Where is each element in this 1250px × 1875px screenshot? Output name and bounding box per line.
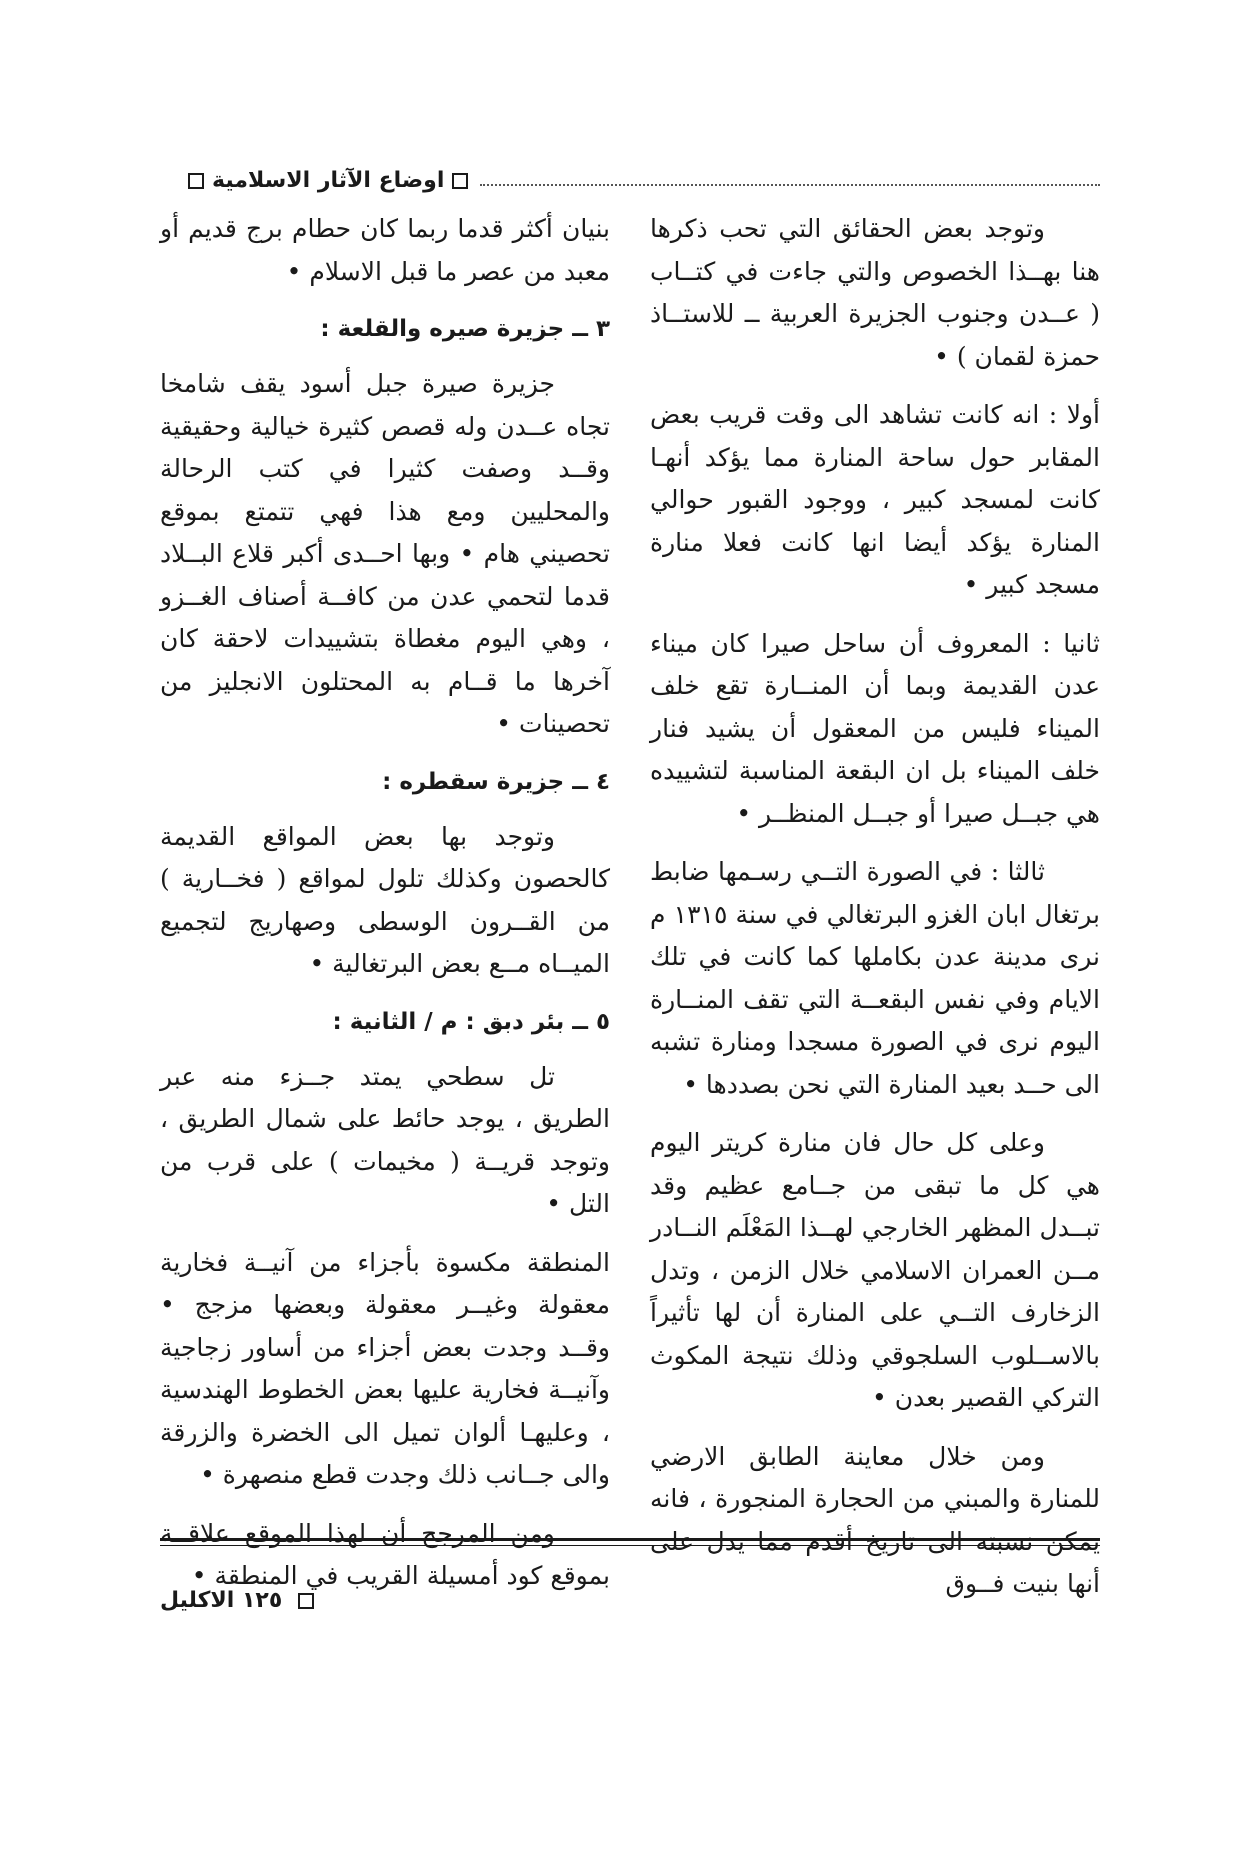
journal-name: الاكليل (160, 1588, 235, 1613)
right-column (650, 208, 1100, 1622)
paragraph-ground-floor: ومن خلال معاينة الطابق الارضي للمنارة والمبني من الحجارة المنجورة ، فانه يمكن نسبته الى تاريخ أقدم مما يدل على أنها بنيت فــوق (650, 1441, 1100, 1598)
paragraph-continuation: بنيان أكثر قدما ربما كان حطام برج قديم أو معبد من عصر ما قبل الاسلام • (160, 214, 610, 286)
paragraph-conclusion: ومن المرجح أن لهذا الموقع علاقــة بموقع كود أمسيلة القريب في المنطقة • (160, 1518, 610, 1590)
running-header (180, 168, 1100, 202)
section-heading-sira: ٣ ــ جزيرة صيره والقلعة : (320, 316, 610, 342)
page-number: ١٢٥ (242, 1588, 283, 1613)
footer-rule-thin (160, 1545, 1100, 1546)
header-dotted-leader (480, 184, 1100, 186)
left-column (160, 208, 610, 1614)
header-title-block (180, 168, 476, 193)
section-heading-bir-dabaq: ٥ ــ بئر دبق : م / الثانية : (332, 1008, 610, 1035)
footer-rule (160, 1538, 1100, 1541)
paragraph-minaret-summary: وعلى كل حال فان منارة كريتر اليوم هي كل ما تبقى من جــامع عظيم وقد تبــدل المظهر الخارجي لهــذا المَعْلَم النــادر مــن العمران الاسلامي خلال الزمن ، وتدل الزخارف التــي على المنارة أن لها تأثيراً بالاســلوب السلجوقي وذلك نتيجة المكوث التركي القصير بعدن • (650, 1128, 1100, 1412)
paragraph-bir-dabaq: تل سطحي يمتد جــزء منه عبر الطريق ، يوجد حائط على شمال الطريق ، وتوجد قريــة ( مخيمات ) على قرب من التل • (160, 1061, 610, 1218)
paragraph-first-point: أولا : انه كانت تشاهد الى وقت قريب بعض المقابر حول ساحة المنارة مما يؤكد أنهـا كانت لمسجد كبير ، ووجود القبور حوالي المنارة يؤكد أيضا انها كانت فعلا منارة مسجد كبير • (650, 400, 1100, 599)
paragraph-intro-facts: وتوجد بعض الحقائق التي تحب ذكرها هنا بهــذا الخصوص والتي جاءت في كتــاب ( عــدن وجنوب الجزيرة العربية ــ للاستــاذ حمزة لقمان ) • (650, 214, 1100, 371)
page-footer (160, 1588, 322, 1622)
paragraph-second-point: ثانيا : المعروف أن ساحل صيرا كان ميناء عدن القديمة وبما أن المنــارة تقع خلف الميناء فليس من المعقول أن يشيد فنار خلف الميناء بل ان البقعة المناسبة لتشييده هي جبــل صيرا أو جبــل المنظــر • (650, 628, 1100, 828)
paragraph-socotra: وتوجد بها بعض المواقع القديمة كالحصون وكذلك تلول لمواقع ( فخــارية ) من القــرون الوسطى وصهاريج لتجميع الميــاه مــع بعض البرتغالية • (160, 821, 610, 978)
square-bullet-icon (452, 173, 468, 189)
paragraph-third-point: ثالثا : في الصورة التــي رسـمها ضابط برتغال ابان الغزو البرتغالي في سنة ١٣١٥ م نرى مدينة عدن بكاملها كما كانت في تلك الايام وفي نفس البقعــة التي تقف المنــارة اليوم نرى في الصورة مسجدا ومنارة تشبه الى حــد بعيد المنارة التي نحن بصددها • (650, 857, 1100, 1099)
paragraph-sira-island: جزيرة صيرة جبل أسود يقف شامخا تجاه عــدن وله قصص كثيرة خيالية وحقيقية وقــد وصفت كثيرا في كتب الرحالة والمحليين ومع هذا فهي تتمتع بموقع تحصيني هام • وبها احــدى أكبر قلاع البــلاد قدما لتحمي عدن من كافــة أصناف الغــزو ، وهي اليوم مغطاة بتشييدات لاحقة كان آخرها ما قــام به المحتلون الانجليز من تحصينات • (160, 369, 610, 738)
header-title: اوضاع الآثار الاسلامية (212, 168, 445, 193)
section-heading-socotra: ٤ ــ جزيرة سقطره : (382, 768, 610, 795)
square-bullet-icon (188, 173, 204, 189)
paragraph-pottery: المنطقة مكسوة بأجزاء من آنيــة فخارية معقولة وغيــر معقولة وبعضها مزجج • وقــد وجدت بعض أجزاء من أساور زجاجية وآنيــة فخارية عليها بعض الخطوط الهندسية ، وعليهـا ألوان تميل الى الخضرة والزرقة والى جــانب ذلك وجدت قطع منصهرة • (160, 1247, 610, 1489)
square-bullet-icon (298, 1593, 314, 1609)
